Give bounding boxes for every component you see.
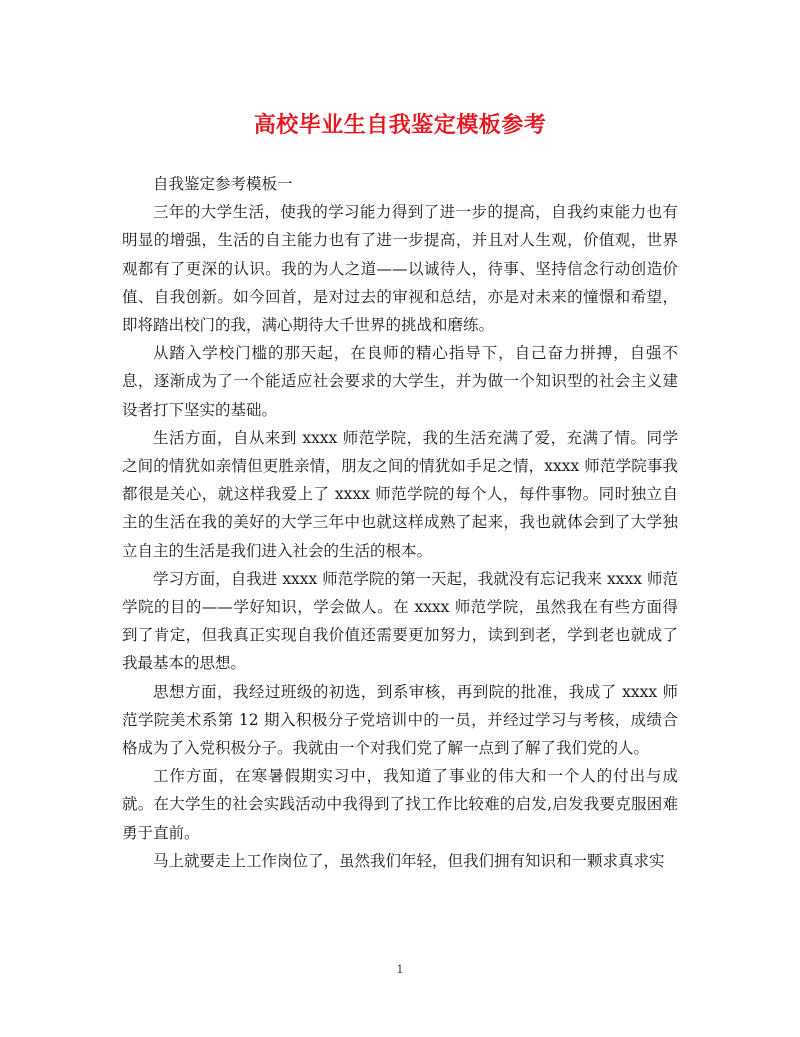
- paragraph: 思想方面，我经过班级的初选，到系审核，再到院的批准，我成了 xxxx 师范学院美术系第 12 期入积极分子党培训中的一员，并经过学习与考核，成绩合格成为了入党积极分子。我就由一个对我们党了解一点到了解了我们党的人。: [122, 682, 678, 758]
- paragraph: 生活方面，自从来到 xxxx 师范学院，我的生活充满了爱，充满了情。同学之间的情犹如亲情但更胜亲情，朋友之间的情犹如手足之情，xxxx 师范学院事我都很是关心，就这样我爱上了 xxxx 师范学院的每个人，每件事物。同时独立自主的生活在我的美好的大学三年中也就这样成熟了起来，我也就体会到了大学独立自主的生活是我们进入社会的生活的根本。: [122, 428, 678, 560]
- document-body: [122, 170, 678, 875]
- section-heading: 自我鉴定参考模板一: [153, 175, 293, 193]
- document-title: 高校毕业生自我鉴定模板参考: [253, 112, 547, 138]
- paragraph: 工作方面，在寒暑假期实习中，我知道了事业的伟大和一个人的付出与成就。在大学生的社会实践活动中我得到了找工作比较难的启发,启发我要克服困难勇于直前。: [122, 767, 678, 842]
- paragraph: 学习方面，自我进 xxxx 师范学院的第一天起，我就没有忘记我来 xxxx 师范学院的目的——学好知识，学会做人。在 xxxx 师范学院，虽然我在有些方面得到了肯定，但我真正实现自我价值还需要更加努力，读到到老，学到老也就成了我最基本的思想。: [122, 569, 678, 673]
- paragraph: 从踏入学校门槛的那天起，在良师的精心指导下，自己奋力拼搏，自强不息，逐渐成为了一个能适应社会要求的大学生，并为做一个知识型的社会主义建设者打下坚实的基础。: [122, 344, 678, 419]
- page-number: 1: [396, 963, 404, 976]
- paragraph: 马上就要走上工作岗位了，虽然我们年轻，但我们拥有知识和一颗求真求实: [153, 851, 665, 870]
- paragraph: 三年的大学生活，使我的学习能力得到了进一步的提高，自我约束能力也有明显的增强，生活的自主能力也有了进一步提高，并且对人生观，价值观，世界观都有了更深的认识。我的为人之道——以诚待人，待事、坚持信念行动创造价值、自我创新。如今回首，是对过去的审视和总结，亦是对未来的憧憬和希望，即将踏出校门的我，满心期待大千世界的挑战和磨练。: [122, 203, 678, 335]
